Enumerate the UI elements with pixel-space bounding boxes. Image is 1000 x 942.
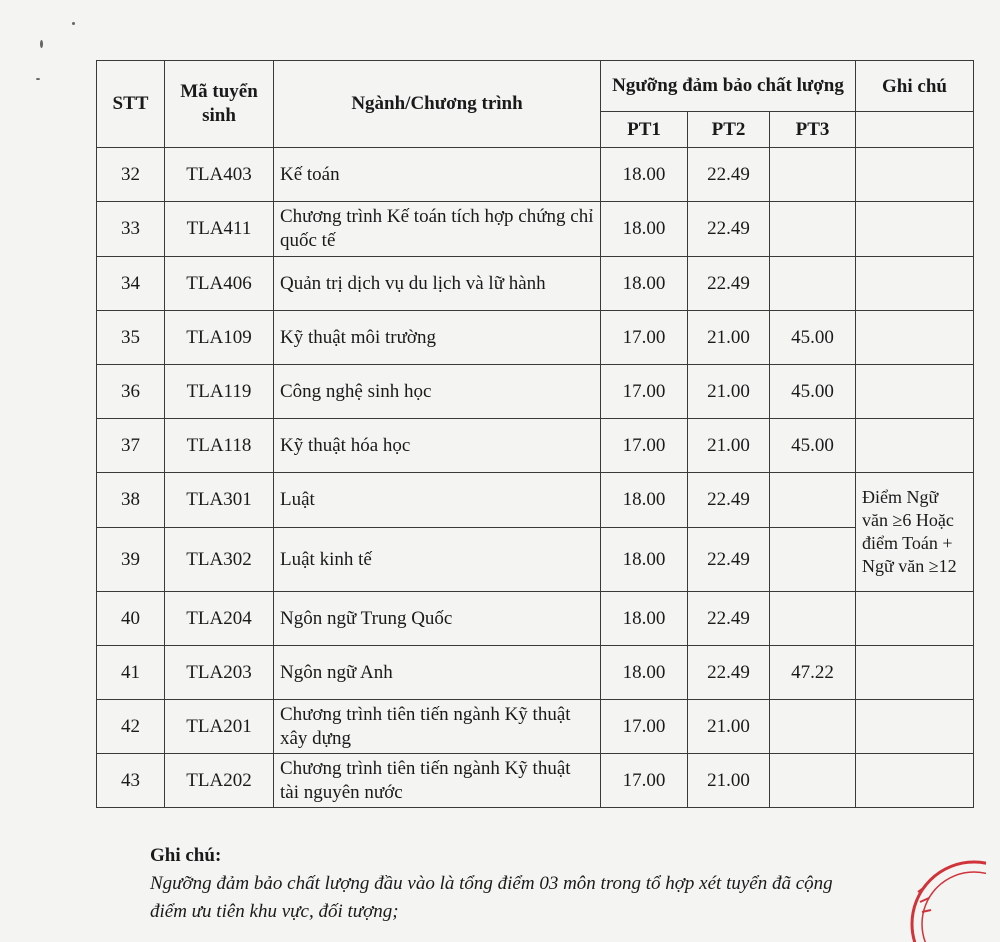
cell-pt1: 18.00 — [601, 646, 688, 700]
cell-pt1: 18.00 — [601, 257, 688, 311]
cell-pt1: 18.00 — [601, 473, 688, 528]
table-row — [97, 148, 974, 202]
header-pt3: PT3 — [770, 112, 856, 148]
cell-ma: TLA109 — [165, 311, 274, 365]
cell-pt2: 22.49 — [688, 202, 770, 257]
cell-nganh: Kỹ thuật môi trường — [274, 311, 601, 365]
cell-pt2: 22.49 — [688, 646, 770, 700]
cell-ghi-chu — [856, 365, 974, 419]
cell-nganh: Kế toán — [274, 148, 601, 202]
cell-pt3 — [770, 202, 856, 257]
cell-ghi-chu — [856, 202, 974, 257]
cell-stt: 39 — [97, 528, 165, 592]
cell-ghi-chu-luat: Điểm Ngữ văn ≥6 Hoặc điểm Toán + Ngữ văn ≥12 — [856, 473, 974, 592]
cell-pt2: 21.00 — [688, 365, 770, 419]
cell-ma: TLA204 — [165, 592, 274, 646]
cell-pt1: 17.00 — [601, 419, 688, 473]
cell-pt3: 45.00 — [770, 419, 856, 473]
cell-nganh: Chương trình tiên tiến ngành Kỹ thuật xây dựng — [274, 700, 601, 754]
cell-ma: TLA118 — [165, 419, 274, 473]
cell-pt3: 45.00 — [770, 311, 856, 365]
table-row — [97, 646, 974, 700]
header-nguong: Ngưỡng đảm bảo chất lượng — [601, 61, 856, 112]
cell-pt2: 22.49 — [688, 257, 770, 311]
cell-pt1: 18.00 — [601, 148, 688, 202]
header-ghi-chu: Ghi chú — [856, 61, 974, 112]
notes-title: Ghi chú: — [150, 845, 222, 866]
scan-speck — [40, 40, 43, 48]
cell-stt: 35 — [97, 311, 165, 365]
cell-pt3 — [770, 473, 856, 528]
cell-stt: 40 — [97, 592, 165, 646]
cell-pt2: 22.49 — [688, 473, 770, 528]
cell-pt2: 22.49 — [688, 528, 770, 592]
table-row — [97, 257, 974, 311]
cell-pt3 — [770, 700, 856, 754]
table-row — [97, 473, 974, 528]
cell-stt: 34 — [97, 257, 165, 311]
cell-pt1: 18.00 — [601, 528, 688, 592]
cell-ma: TLA202 — [165, 754, 274, 808]
table-row — [97, 700, 974, 754]
cell-pt1: 18.00 — [601, 592, 688, 646]
table-row — [97, 592, 974, 646]
table-row — [97, 202, 974, 257]
header-ma-tuyen-sinh: Mã tuyển sinh — [165, 61, 274, 148]
cell-stt: 42 — [97, 700, 165, 754]
cell-pt2: 21.00 — [688, 700, 770, 754]
cell-ghi-chu — [856, 311, 974, 365]
cell-pt1: 18.00 — [601, 202, 688, 257]
cell-ma: TLA403 — [165, 148, 274, 202]
cell-ghi-chu — [856, 754, 974, 808]
cell-ghi-chu — [856, 257, 974, 311]
scan-speck — [72, 22, 75, 25]
cell-ma: TLA411 — [165, 202, 274, 257]
red-seal-stamp — [896, 852, 986, 942]
cell-pt2: 22.49 — [688, 592, 770, 646]
cell-nganh: Chương trình Kế toán tích hợp chứng chỉ quốc tế — [274, 202, 601, 257]
cell-ghi-chu — [856, 592, 974, 646]
scan-speck — [36, 78, 40, 80]
cell-pt3 — [770, 528, 856, 592]
cell-nganh: Ngôn ngữ Trung Quốc — [274, 592, 601, 646]
cell-nganh: Luật kinh tế — [274, 528, 601, 592]
header-ghi-chu-sub — [856, 112, 974, 148]
cell-pt3 — [770, 257, 856, 311]
notes-line-2: điểm ưu tiên khu vực, đối tượng; — [150, 901, 399, 922]
table-row — [97, 365, 974, 419]
cell-stt: 37 — [97, 419, 165, 473]
cell-pt1: 17.00 — [601, 365, 688, 419]
cell-stt: 33 — [97, 202, 165, 257]
cell-pt3: 47.22 — [770, 646, 856, 700]
cell-stt: 38 — [97, 473, 165, 528]
cell-pt1: 17.00 — [601, 754, 688, 808]
cell-stt: 41 — [97, 646, 165, 700]
cell-pt1: 17.00 — [601, 311, 688, 365]
header-stt: STT — [97, 61, 165, 148]
cell-pt2: 21.00 — [688, 311, 770, 365]
cell-pt2: 22.49 — [688, 148, 770, 202]
notes-line-1: Ngưỡng đảm bảo chất lượng đầu vào là tổng điểm 03 môn trong tổ hợp xét tuyển đã cộng — [150, 873, 833, 894]
table-row — [97, 419, 974, 473]
cell-pt3 — [770, 754, 856, 808]
cell-stt: 32 — [97, 148, 165, 202]
cell-ma: TLA406 — [165, 257, 274, 311]
cell-ma: TLA301 — [165, 473, 274, 528]
header-pt1: PT1 — [601, 112, 688, 148]
cell-nganh: Kỹ thuật hóa học — [274, 419, 601, 473]
cell-ghi-chu — [856, 419, 974, 473]
table-row — [97, 754, 974, 808]
admission-table — [96, 60, 974, 808]
cell-stt: 36 — [97, 365, 165, 419]
cell-ghi-chu — [856, 700, 974, 754]
cell-ma: TLA302 — [165, 528, 274, 592]
table-row — [97, 528, 974, 592]
cell-pt2: 21.00 — [688, 754, 770, 808]
cell-nganh: Luật — [274, 473, 601, 528]
header-pt2: PT2 — [688, 112, 770, 148]
notes-section — [150, 842, 950, 926]
header-nganh: Ngành/Chương trình — [274, 61, 601, 148]
cell-pt3 — [770, 592, 856, 646]
cell-pt3: 45.00 — [770, 365, 856, 419]
cell-ghi-chu — [856, 148, 974, 202]
cell-nganh: Ngôn ngữ Anh — [274, 646, 601, 700]
cell-stt: 43 — [97, 754, 165, 808]
cell-nganh: Công nghệ sinh học — [274, 365, 601, 419]
cell-ma: TLA119 — [165, 365, 274, 419]
table-row — [97, 311, 974, 365]
cell-nganh: Quản trị dịch vụ du lịch và lữ hành — [274, 257, 601, 311]
cell-ghi-chu — [856, 646, 974, 700]
cell-ma: TLA203 — [165, 646, 274, 700]
cell-pt2: 21.00 — [688, 419, 770, 473]
cell-pt3 — [770, 148, 856, 202]
cell-ma: TLA201 — [165, 700, 274, 754]
cell-pt1: 17.00 — [601, 700, 688, 754]
cell-nganh: Chương trình tiên tiến ngành Kỹ thuật tài nguyên nước — [274, 754, 601, 808]
